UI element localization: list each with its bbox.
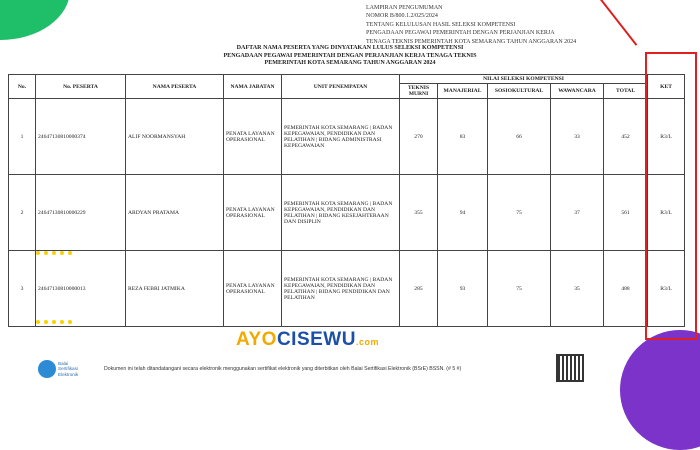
lampiran-line: TENTANG KELULUSAN HASIL SELEKSI KOMPETENSI [366, 21, 516, 28]
title-line: DAFTAR NAMA PESERTA YANG DINYATAKAN LULUS SELEKSI KOMPETENSI [236, 45, 464, 51]
cell-unit: PEMERINTAH KOTA SEMARANG | BADAN KEPEGAWAIAN, PENDIDIKAN DAN PELATIHAN | BIDANG KESEJAHTERAAN DAN DISIPLIN [282, 175, 400, 251]
watermark-logo [236, 329, 379, 351]
qr-code-icon [556, 354, 584, 382]
header-teknis: TEKNIS MURNI [400, 84, 438, 99]
document-title [120, 45, 580, 68]
cell-sosiokultural: 75 [488, 251, 551, 327]
cell-unit: PEMERINTAH KOTA SEMARANG | BADAN KEPEGAWAIAN, PENDIDIKAN DAN PELATIHAN | BIDANG ADMINISTRASI KEPEGAWAIAN [282, 99, 400, 175]
header-nilai: NILAI SELEKSI KOMPETENSI [400, 75, 648, 84]
cell-teknis: 285 [400, 251, 438, 327]
bsre-line: Elektronik [58, 371, 79, 377]
lampiran-header [366, 4, 576, 46]
cell-unit: PEMERINTAH KOTA SEMARANG | BADAN KEPEGAWAIAN, PENDIDIKAN DAN PELATIHAN | BIDANG PENDIDIKAN DAN PELATIHAN [282, 251, 400, 327]
cell-no: 2 [9, 175, 36, 251]
lampiran-line: TENAGA TEKNIS PEMERINTAH KOTA SEMARANG TAHUN ANGGARAN 2024 [366, 38, 577, 45]
results-table [8, 74, 685, 327]
red-arrow-icon [600, 0, 637, 46]
header-total: TOTAL [604, 84, 648, 99]
lampiran-line: PENGADAAN PEGAWAI PEMERINTAH DENGAN PERJANJIAN KERJA [366, 30, 555, 37]
cell-jabatan: PENATA LAYANAN OPERASIONAL [224, 251, 282, 327]
cell-teknis: 355 [400, 175, 438, 251]
header-wawancara: WAWANCARA [551, 84, 604, 99]
cell-ket: R3/L [648, 175, 685, 251]
cell-wawancara: 33 [551, 99, 604, 175]
cell-sosiokultural: 75 [488, 175, 551, 251]
header-ket: KET [648, 75, 685, 99]
bsre-label [58, 361, 78, 377]
table-row [9, 99, 685, 175]
cell-no-peserta: 24647130810000374 [36, 99, 126, 175]
lampiran-line: LAMPIRAN PENGUMUMAN [366, 5, 443, 11]
cell-total: 488 [604, 251, 648, 327]
cell-manajerial: 93 [438, 251, 488, 327]
cell-nama: ALIF NOORMANSYAH [126, 99, 224, 175]
cell-jabatan: PENATA LAYANAN OPERASIONAL [224, 99, 282, 175]
table-row [9, 251, 685, 327]
decor-green-circle [0, 0, 70, 40]
cell-no-peserta: 24647130810000229 [36, 175, 126, 251]
cell-total: 452 [604, 99, 648, 175]
footer-signature-note: Dokumen ini telah ditandatangani secara elektronik menggunakan sertifikat elektronik yang diterbitkan oleh Balai Sertifikasi Elektronik (BSrE) BSSN. (# 5 #) [104, 366, 462, 372]
header-jabatan: NAMA JABATAN [224, 75, 282, 99]
bsre-line: Balai [58, 361, 69, 367]
table-row [9, 175, 685, 251]
cell-total: 561 [604, 175, 648, 251]
header-manajerial: MANAJERIAL [438, 84, 488, 99]
cell-manajerial: 83 [438, 99, 488, 175]
cell-sosiokultural: 66 [488, 99, 551, 175]
watermark-brand-a: AYO [236, 329, 277, 350]
cell-no-peserta: 24647130810000013 [36, 251, 126, 327]
cell-nama: REZA FEBRI JATMIKA [126, 251, 224, 327]
title-line: PENGADAAN PEGAWAI PEMERINTAH DENGAN PERJANJIAN KERJA TENAGA TEKNIS [223, 52, 477, 59]
cell-manajerial: 94 [438, 175, 488, 251]
cell-nama: ARDYAN PRATAMA [126, 175, 224, 251]
watermark-brand-b: CISEWU [276, 329, 356, 350]
bsre-icon [38, 360, 56, 378]
cell-wawancara: 37 [551, 175, 604, 251]
header-no-peserta: No. PESERTA [36, 75, 126, 99]
cell-ket: R3/L [648, 99, 685, 175]
cell-no: 1 [9, 99, 36, 175]
header-sosiokultural: SOSIOKULTURAL [488, 84, 551, 99]
cell-wawancara: 35 [551, 251, 604, 327]
decor-purple-circle [620, 330, 700, 450]
ket-highlight-box [645, 52, 697, 340]
cell-no: 3 [9, 251, 36, 327]
highlight-dots-top [36, 251, 72, 255]
header-nama: NAMA PESERTA [126, 75, 224, 99]
cell-jabatan: PENATA LAYANAN OPERASIONAL [224, 175, 282, 251]
highlight-dots-bottom [36, 320, 72, 324]
header-unit: UNIT PENEMPATAN [282, 75, 400, 99]
title-line: PEMERINTAH KOTA SEMARANG TAHUN ANGGARAN 2024 [264, 60, 436, 67]
cell-ket: R3/L [648, 251, 685, 327]
bsre-line: Sertifikasi [58, 366, 78, 372]
bsre-logo [38, 360, 78, 378]
cell-teknis: 270 [400, 99, 438, 175]
watermark-domain: .com [355, 337, 379, 347]
lampiran-line: NOMOR B/800.1.2/025/2024 [366, 13, 438, 20]
header-no: No. [9, 75, 36, 99]
